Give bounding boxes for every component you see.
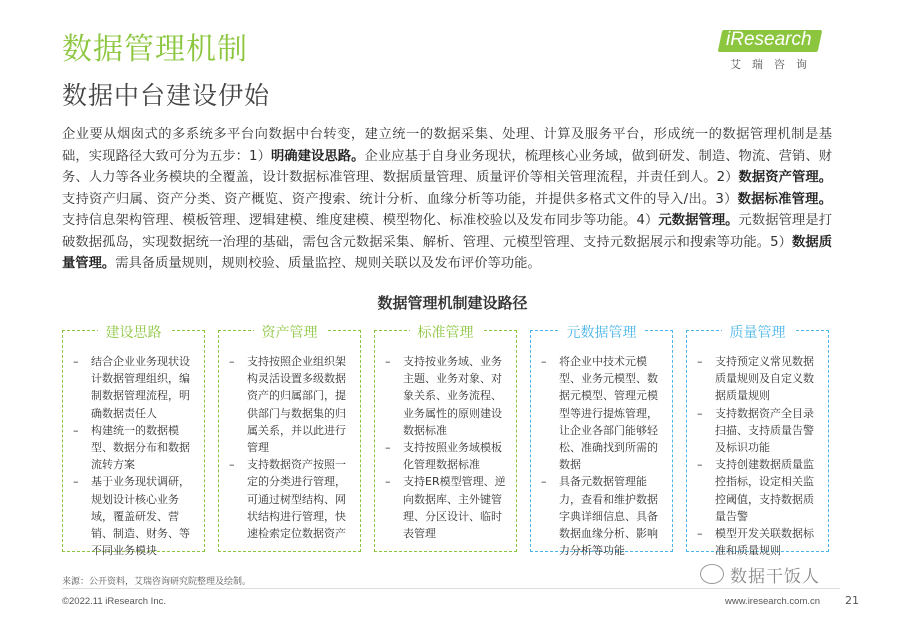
copyright: ©2022.11 iResearch Inc. [62, 596, 166, 607]
column-item: – 将企业中技术元模型、业务元模型、数据元模型、管理元模型等进行提炼管理，让企业各部门能够轻松、准确找到所需的数据 [541, 353, 664, 473]
column-asset [218, 325, 361, 552]
column-title: 资产管理 [254, 322, 326, 342]
column-title: 元数据管理 [559, 322, 645, 342]
intro-text-1: 企业要从烟囱式的多系统多平台向数据中台转变，建立统一的数据采集、处理、计算及服务平台，形成统一的数据管理机制是基础，实现路径大致可分为五步：1） [62, 127, 832, 164]
intro-text-3: 支持资产归属、资产分类、资产概览、资产搜索、统计分析、血缘分析等功能，并提供多格式文件的导入/出。3） [62, 191, 738, 207]
step-4-label: 元数据管理。 [658, 213, 739, 228]
wechat-icon [700, 564, 724, 584]
column-standard [374, 325, 517, 552]
column-item: – 结合企业业务现状设计数据管理组织，编制数据管理流程，明确数据责任人 [73, 353, 196, 422]
intro-text-2: 企业应基于自身业务现状，梳理核心业务域，做到研发、制造、物流、营销、财务、人力等各业务模块的全覆盖，设计数据标准管理、数据质量管理、质量评价等相关管理流程，并责任到人。2） [62, 148, 833, 185]
column-title: 标准管理 [410, 322, 482, 342]
logo-text: iResearch [726, 29, 812, 50]
intro-text-5: 元数据管理是打破数据孤岛，实现数据统一治理的基础，需包含元数据采集、解析、管理、元模型管理、支持元数据展示和搜索等功能。5） [62, 213, 833, 250]
step-2-label: 数据资产管理。 [738, 170, 832, 185]
column-item: – 支持数据资产全目录扫描、支持质量告警及标识功能 [697, 405, 820, 457]
column-item: – 支持按照业务域模板化管理数据标准 [385, 439, 508, 473]
intro-paragraph [62, 124, 832, 275]
column-quality [686, 325, 829, 558]
section-title: 数据管理机制建设路径 [377, 294, 528, 312]
watermark [700, 562, 850, 588]
source-note: 来源：公开资料，艾瑞咨询研究院整理及绘制。 [62, 577, 252, 587]
column-item: – 支持ER模型管理、逆向数据库、主外键管理、分区设计、临时表管理 [385, 473, 508, 542]
column-design [62, 325, 205, 558]
column-item: – 支持按业务域、业务主题、业务对象、对象关系、业务流程、业务属性的原则建设数据标准 [385, 353, 508, 439]
column-title: 质量管理 [722, 322, 794, 342]
intro-text-4: 支持信息架构管理、模板管理、逻辑建模、维度建模、模型物化、标准校验以及发布同步等功能。4） [62, 213, 659, 228]
column-item: – 支持预定义常见数据质量规则及自定义数据质量规则 [697, 353, 820, 405]
column-item: – 具备元数据管理能力，查看和维护数据字典详细信息、具备数据血缘分析、影响力分析等功能 [541, 473, 664, 559]
step-5-label: 数据质量管理。 [62, 234, 833, 271]
step-3-label: 数据标准管理。 [737, 191, 832, 207]
footer-divider [62, 588, 840, 589]
watermark-text: 数据干饭人 [730, 567, 820, 587]
column-item: – 构建统一的数据模型、数据分布和数据流转方案 [73, 422, 196, 474]
column-item: – 支持按照企业组织架构灵活设置多级数据资产的归属部门，提供部门与数据集的归属关系，并以此进行管理 [229, 353, 352, 456]
column-item: – 支持数据资产按照一定的分类进行管理，可通过树型结构、网状结构进行管理，快速检索定位数据资产 [229, 456, 352, 542]
column-metadata [530, 325, 673, 558]
page-number: 21 [845, 594, 859, 607]
intro-text-6: 需具备质量规则，规则校验、质量监控、规则关联以及发布评价等功能。 [115, 256, 541, 271]
column-title: 建设思路 [98, 322, 170, 342]
iresearch-logo [720, 20, 830, 72]
column-item: – 基于业务现状调研，规划设计核心业务域，覆盖研发、营销、制造、财务、等不同业务模块 [73, 473, 196, 559]
website-link[interactable]: www.iresearch.com.cn [725, 596, 821, 607]
page-title: 数据管理机制 [62, 32, 248, 67]
page-subtitle: 数据中台建设伊始 [62, 81, 271, 110]
logo-subtext: 艾瑞咨询 [730, 58, 818, 71]
step-1-label: 明确建设思路。 [270, 148, 365, 164]
column-item: – 支持创建数据质量监控指标，设定相关监控阈值，支持数据质量告警 [697, 456, 820, 525]
column-item: – 模型开发关联数据标准和质量规则 [697, 525, 820, 559]
